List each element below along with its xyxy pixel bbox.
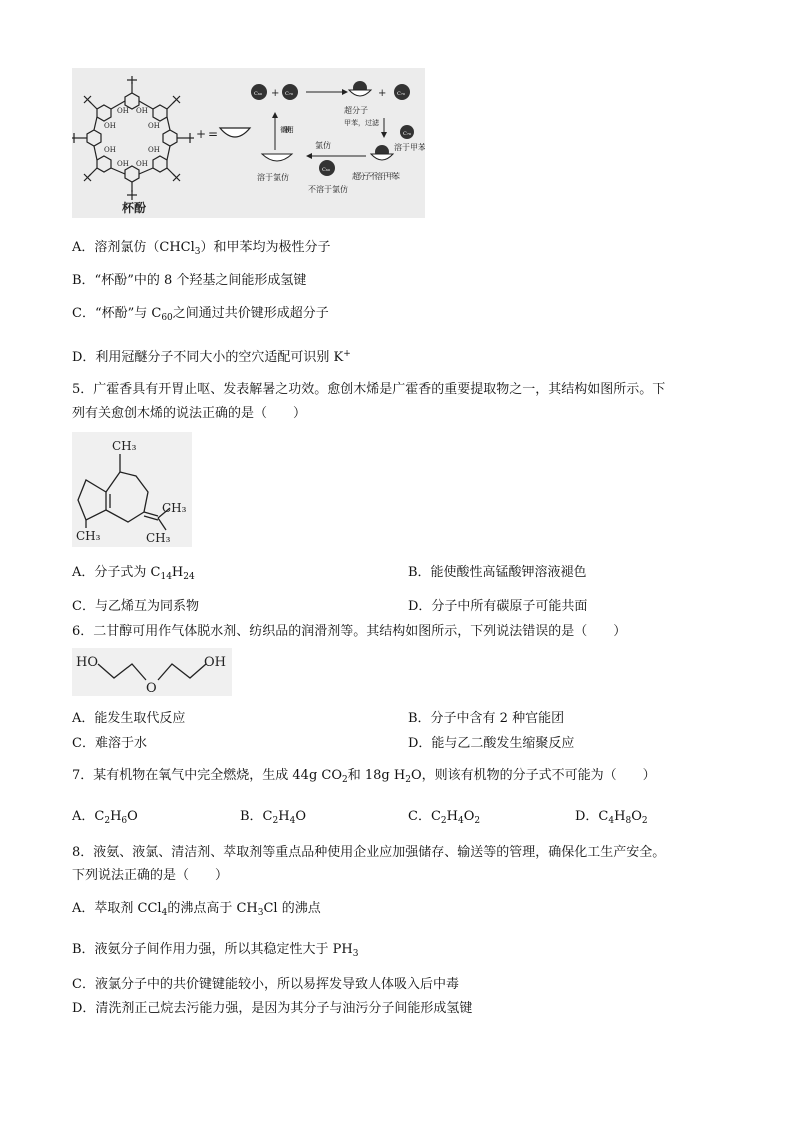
q6-option-d[interactable]: D．能与乙二酸发生缩聚反应: [408, 736, 575, 751]
plus-sign: +: [378, 88, 387, 99]
toluene-filter-label: 甲苯，过滤: [344, 119, 379, 127]
q5-option-c[interactable]: C．与乙烯互为同系物: [72, 599, 199, 614]
guaiene-structure: [72, 432, 192, 547]
q8-option-d[interactable]: D．清洗剂正己烷去污能力强，是因为其分子与油污分子间能形成氢键: [72, 1001, 473, 1016]
c60-label: C₆₀: [322, 167, 330, 173]
ho-label: HO: [76, 655, 98, 670]
bowl-icon: [349, 90, 371, 96]
q5-option-a[interactable]: A．分子式为 $C_{14}H_{24}$: [72, 565, 195, 582]
q6-stem: 6．二甘醇可用作气体脱水剂、纺织品的润滑剂等。其结构如图所示，下列说法错误的是（ ）: [72, 624, 627, 639]
supramolecule-insoluble-label: 超分子不溶于甲苯: [352, 172, 400, 181]
q7-option-c[interactable]: C．$C_2H_4O_2$: [408, 809, 481, 826]
oh-label: OH: [117, 107, 129, 115]
c70-label: C₇₀: [397, 91, 405, 97]
o-label: O: [146, 681, 157, 696]
plus-sign: +: [271, 88, 280, 99]
c70-label: C₇₀: [403, 131, 411, 137]
c70-label: C₇₀: [285, 91, 293, 97]
q5-option-b[interactable]: B．能使酸性高锰酸钾溶液褪色: [408, 565, 587, 580]
ch3-right-bottom-label: CH₃: [146, 531, 171, 545]
oh-label: OH: [104, 146, 116, 154]
oh-label: OH: [136, 107, 148, 115]
q5-option-d[interactable]: D．分子中所有碳原子可能共面: [408, 599, 588, 614]
q4-option-b[interactable]: B．“杯酚”中的 8 个羟基之间能形成氢键: [72, 273, 307, 288]
q4-option-a[interactable]: A．溶剂氯仿（CHCl$_3$）和甲苯均为极性分子: [72, 240, 331, 257]
ch3-top-label: CH₃: [112, 439, 137, 453]
oh-label: OH: [204, 655, 226, 670]
oh-label: OH: [148, 146, 160, 154]
calixarene-figure: [72, 68, 425, 218]
q6-option-a[interactable]: A．能发生取代反应: [72, 711, 186, 726]
q8-option-b[interactable]: B．液氨分子间作用力强，所以其稳定性大于 $PH_3$: [72, 942, 359, 959]
diethylene-glycol-structure: [72, 648, 232, 696]
q8-option-a[interactable]: A．萃取剂 CCl$_4$的沸点高于 $CH_3Cl$ 的沸点: [72, 901, 321, 918]
q8-option-c[interactable]: C．液氯分子中的共价键键能较小，所以易挥发导致人体吸入后中毒: [72, 977, 459, 992]
q4-option-d[interactable]: D．利用冠醚分子不同大小的空穴适配可识别 K+: [72, 349, 351, 365]
soluble-in-chloroform-label: 溶于氯仿: [257, 173, 289, 182]
equals-sign: =: [208, 127, 219, 141]
calixarene-label: 杯酚: [122, 201, 147, 215]
oh-label: OH: [117, 160, 129, 168]
diethylene-glycol-figure: [72, 648, 232, 696]
q5-stem-line2: 列有关愈创木烯的说法正确的是（ ）: [72, 406, 307, 421]
q7-stem: 7．某有机物在氧气中完全燃烧，生成 44g $CO_2$和 18g $H_2O$，则该有机物的分子式不可能为（ ）: [72, 768, 656, 785]
q8-stem-line2: 下列说法正确的是（ ）: [72, 868, 229, 883]
insoluble-in-chloroform-label: 不溶于氯仿: [308, 185, 348, 194]
q6-option-b[interactable]: B．分子中含有 2 种官能团: [408, 711, 565, 726]
q7-option-d[interactable]: D．$C_4H_8O_2$: [575, 809, 648, 826]
cycle-use-label: 循环使用: [280, 126, 294, 134]
q7-option-a[interactable]: A．$C_2H_6O$: [72, 809, 138, 826]
guaiene-figure: [72, 432, 192, 547]
oh-label: OH: [136, 160, 148, 168]
bowl-icon: [220, 128, 250, 137]
plus-sign: +: [196, 127, 207, 141]
supramolecule-label: 超分子: [344, 106, 368, 115]
q8-stem-line1: 8．液氨、液氯、清洁剂、萃取剂等重点品种使用企业应加强储存、输送等的管理，确保化工生产安全。: [72, 845, 666, 860]
q4-option-c[interactable]: C．“杯酚”与 $C_{60}$之间通过共价键形成超分子: [72, 306, 329, 323]
oh-label: OH: [148, 122, 160, 130]
q6-option-c[interactable]: C．难溶于水: [72, 736, 147, 751]
chloroform-label: 氯仿: [315, 141, 331, 150]
ch3-left-label: CH₃: [76, 529, 101, 543]
oh-label: OH: [104, 122, 116, 130]
q5-stem-line1: 5．广霍香具有开胃止呕、发表解暑之功效。愈创木烯是广霍香的重要提取物之一，其结构如图所示。下: [72, 382, 666, 397]
calixarene-diagram: [72, 68, 425, 218]
bowl-icon: [262, 154, 292, 161]
soluble-in-toluene-label: 溶于甲苯: [394, 143, 425, 152]
ch3-right-top-label: CH₃: [162, 501, 187, 515]
bowl-icon: [371, 154, 393, 160]
c60-label: C₆₀: [254, 91, 262, 97]
q7-option-b[interactable]: B．$C_2H_4O$: [240, 809, 306, 826]
